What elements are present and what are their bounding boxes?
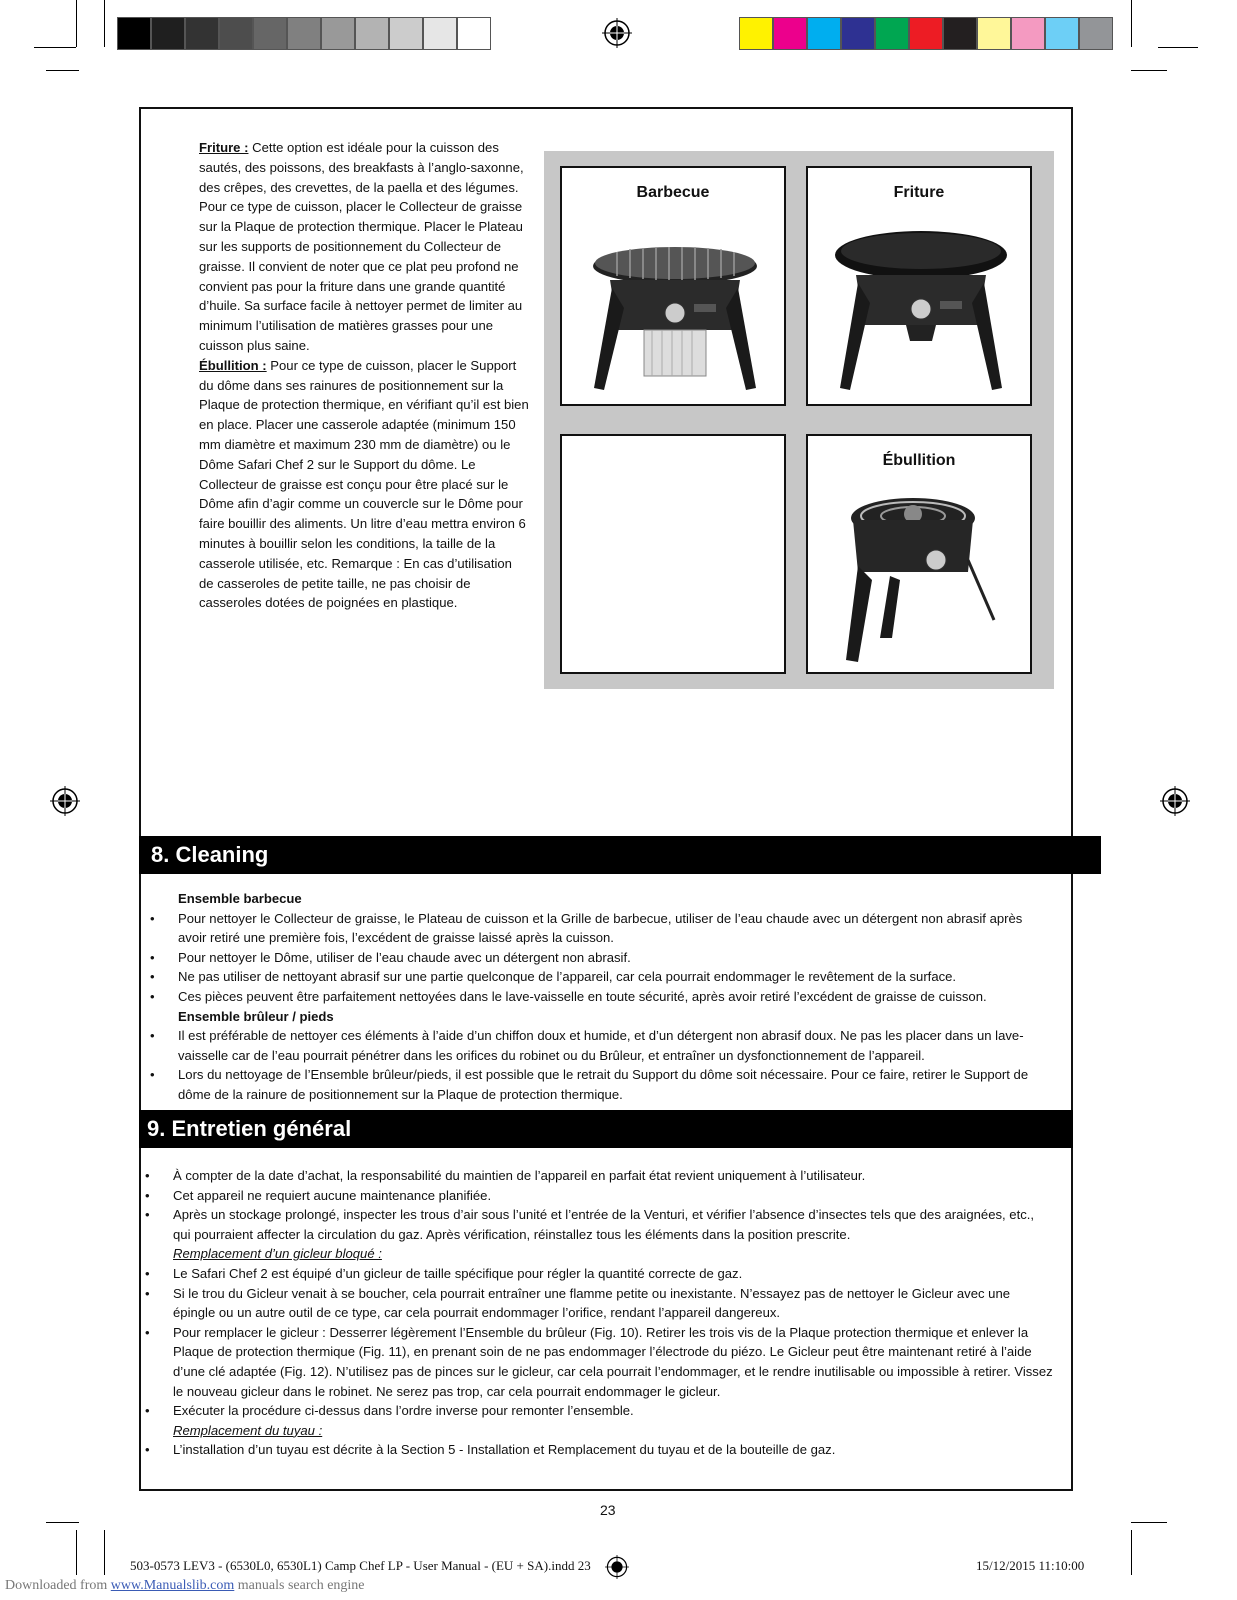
color-swatch [909, 17, 943, 50]
page-number: 23 [600, 1502, 616, 1518]
color-swatch [773, 17, 807, 50]
ebullition-label: Ébullition : [199, 357, 267, 373]
download-prefix: Downloaded from [5, 1578, 111, 1593]
color-swatch [321, 17, 355, 50]
maintenance-title: 9. Entretien général [147, 1116, 352, 1141]
cleaning-section-header [139, 836, 1101, 874]
color-swatch [841, 17, 875, 50]
friture-body: Cette option est idéale pour la cuisson des sautés, des poissons, des breakfasts à l’anglo-saxonne, des crêpes, des crevettes, de la paella et des légumes. Pour ce type de cuisson, placer le Collecteur de graisse sur la Plaque de protection thermique. Placer le Plateau sur les supports de positionnement du Collecteur de graisse. Il convient de noter que ce plat peu profond ne convient pas pour la friture dans une grande quantité d’huile. Sa surface facile à nettoyer permet de limiter au minimum l’utilisation de matières grasses pour une cuisson plus saine. [199, 140, 524, 353]
color-swatch [1045, 17, 1079, 50]
list-item: • Exécuter la procédure ci-dessus dans l’ordre inverse pour remonter l’ensemble. [143, 1401, 1055, 1421]
crop-mark [1131, 0, 1132, 47]
download-notice [5, 1578, 365, 1594]
color-swatch [977, 17, 1011, 50]
color-swatch [875, 17, 909, 50]
crop-mark [104, 1530, 105, 1575]
crop-mark [46, 1522, 79, 1523]
color-swatch [287, 17, 321, 50]
list-item: • Pour remplacer le gicleur : Desserrer légèrement l’Ensemble du brûleur (Fig. 10). Retirer les trois vis de la Plaque protection thermique et enlever la Plaque de protection thermique (Fig. 11), en prenant soin de ne pas endommager l’électrode du piézo. Le Gicleur peut être maintenant retiré à l’aide d’une clé adaptée (Fig. 12). N’utilisez pas de pinces sur le gicleur, car cela pourrait l’endommager, et le rendre inutilisable ou impossible à retirer. Vissez le nouveau gicleur dans le robinet. Ne serez pas trop, car cela pourrait endommager le gicleur. [143, 1323, 1055, 1401]
color-swatch [943, 17, 977, 50]
color-swatch [739, 17, 773, 50]
maintenance-section-header [139, 1110, 1073, 1148]
crop-mark [76, 0, 77, 47]
crop-mark [76, 1530, 77, 1575]
ebullition-paragraph [199, 356, 529, 613]
friture-paragraph [199, 138, 529, 356]
footer-slug: 503-0573 LEV3 - (6530L0, 6530L1) Camp Chef LP - User Manual - (EU + SA).indd 23 [130, 1558, 591, 1573]
panel-friture [806, 166, 1032, 406]
registration-mark-icon [605, 1555, 629, 1579]
color-swatch [117, 17, 151, 50]
cleaning-title: 8. Cleaning [151, 842, 269, 867]
list-item: • Après un stockage prolongé, inspecter les trous d’air sous l’unité et l’entrée de la Venturi, et vérifier l’absence d’insectes tels que des araignées, etc., qui pourraient affecter la circulation du gaz. Après vérification, réinstallez tous les éléments dans la position prescrite. [143, 1205, 1055, 1244]
friture-plate-illustration [828, 213, 1014, 398]
crop-mark [1131, 1530, 1132, 1575]
ebullition-body: Pour ce type de cuisson, placer le Support du dôme dans ses rainures de positionnement sur la Plaque de protection thermique, en vérifiant qu’il est bien en place. Placer une casserole adaptée (minimum 150 mm diamètre et maximum 230 mm de diamètre) ou le Dôme Safari Chef 2 sur le Support du dôme. Le Collecteur de graisse est conçu pour être placé sur le Dôme afin d’agir comme un couvercle sur le Dôme pour faire bouillir des aliments. Un litre d’eau mettra environ 6 minutes à bouillir selon les conditions, la taille de la casserole utilisée, etc. Remarque : En cas d’utilisation de casseroles de petite taille, ne pas choisir de casseroles dotées de poignées en plastique. [199, 357, 529, 611]
crop-mark [1131, 70, 1167, 71]
color-swatch [389, 17, 423, 50]
list-item: • Le Safari Chef 2 est équipé d’un gicleur de taille spécifique pour régler la quantité correcte de gaz. [143, 1264, 1055, 1284]
list-item: • Cet appareil ne requiert aucune maintenance planifiée. [143, 1186, 1055, 1206]
list-item: • Pour nettoyer le Collecteur de graisse, le Plateau de cuisson et la Grille de barbecue, utiliser de l’eau chaude avec un détergent non abrasif après avoir retiré une première fois, l’excédent de graisse laissé après la cuisson. [148, 909, 1048, 948]
panel-ebullition [806, 434, 1032, 674]
panel-ebullition-title: Ébullition [882, 452, 956, 469]
crop-mark [1158, 47, 1198, 48]
cooking-modes-figure [544, 151, 1054, 689]
cleaning-subheading: Ensemble barbecue [178, 891, 302, 906]
crop-mark [1131, 1522, 1167, 1523]
color-swatch [807, 17, 841, 50]
manualslib-link[interactable]: www.Manualslib.com [110, 1578, 235, 1593]
crop-mark [104, 0, 105, 47]
panel-empty [560, 434, 786, 674]
color-swatch [1079, 17, 1113, 50]
list-item: • Ne pas utiliser de nettoyant abrasif sur une partie quelconque de l’appareil, car cela pourrait endommager le revêtement de la surface. [148, 967, 1048, 987]
download-tagline: manuals search engine [234, 1578, 365, 1593]
crop-mark [46, 70, 79, 71]
color-swatch [1011, 17, 1045, 50]
barbecue-grill-illustration [582, 218, 768, 398]
maintenance-subheading: Remplacement du tuyau : [173, 1422, 323, 1438]
registration-mark-icon [1160, 786, 1190, 816]
list-item: • Si le trou du Gicleur venait à se boucher, cela pourrait entraîner une flamme petite ou inexistante. N’essayez pas de nettoyer le Gicleur avec une épingle ou un autre outil de ce type, car cela pourrait endommager l’orifice, rendant l’appareil dangereux. [143, 1284, 1055, 1323]
cleaning-subheading: Ensemble brûleur / pieds [178, 1008, 334, 1024]
panel-barbecue [560, 166, 786, 406]
ebullition-burner-illustration [828, 488, 1014, 668]
list-item: • À compter de la date d’achat, la responsabilité du maintien de l’appareil en parfait état revient uniquement à l’utilisateur. [143, 1166, 1055, 1186]
color-swatch [423, 17, 457, 50]
list-item: • Pour nettoyer le Dôme, utiliser de l’eau chaude avec un détergent non abrasif. [148, 948, 1048, 968]
list-item: • Lors du nettoyage de l’Ensemble brûleur/pieds, il est possible que le retrait du Support du dôme soit nécessaire. Pour ce faire, retirer le Support de dôme de la rainure de positionnement sur la Plaque de protection thermique. [148, 1065, 1048, 1104]
color-swatch [457, 17, 491, 50]
friture-label: Friture : [199, 140, 249, 155]
list-item: • L’installation d’un tuyau est décrite à la Section 5 - Installation et Remplacement du tuyau et de la bouteille de gaz. [143, 1440, 1055, 1460]
registration-mark-icon [602, 18, 632, 48]
color-swatch [185, 17, 219, 50]
maintenance-subheading: Remplacement d’un gicleur bloqué : [173, 1246, 382, 1262]
color-swatch [219, 17, 253, 50]
panel-barbecue-title: Barbecue [636, 184, 710, 201]
crop-mark [34, 47, 76, 48]
color-swatch [355, 17, 389, 50]
color-swatch [253, 17, 287, 50]
panel-friture-title: Friture [893, 184, 945, 201]
registration-mark-icon [50, 786, 80, 816]
footer-date: 15/12/2015 11:10:00 [976, 1558, 1085, 1573]
list-item: • Ces pièces peuvent être parfaitement nettoyées dans le lave-vaisselle en toute sécurité, après avoir retiré l’excédent de graisse de cuisson. [148, 987, 1048, 1007]
cleaning-list [148, 889, 1048, 1105]
list-item: • Il est préférable de nettoyer ces éléments à l’aide d’un chiffon doux et humide, et d’un détergent non abrasif doux. Ne pas les placer dans un lave-vaisselle car de l’eau pourrait pénétrer dans les orifices du robinet ou du Brûleur, et entraîner un dysfonctionnement de l’appareil. [148, 1026, 1048, 1065]
maintenance-list [143, 1166, 1055, 1460]
color-swatch [151, 17, 185, 50]
cooking-modes-text [199, 138, 529, 613]
